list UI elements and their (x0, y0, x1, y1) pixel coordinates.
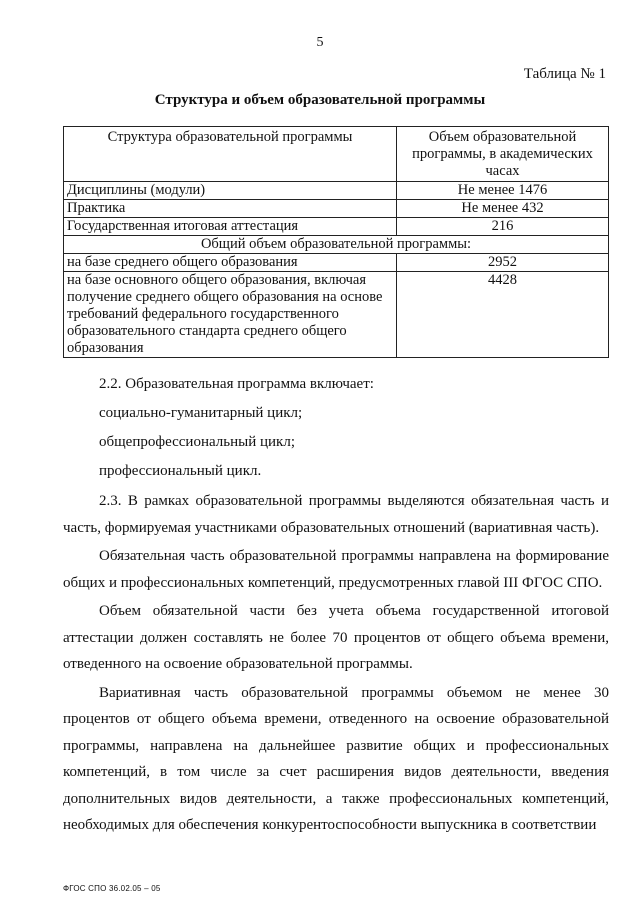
header-structure: Структура образовательной программы (64, 127, 397, 182)
row-value: Не менее 432 (397, 200, 609, 218)
table-title: Структура и объем образовательной программы (154, 92, 486, 108)
paragraph-mandatory-part: Обязательная часть образовательной программы направлена на формирование общих и профессиональных компетенций, предусмотренных главой III ФГОС СПО. (63, 548, 609, 591)
footer-document-code: ФГОС СПО 36.02.05 – 05 (63, 884, 161, 893)
table-total-row (64, 236, 609, 254)
row-label: на базе среднего общего образования (64, 254, 397, 272)
cycle-item: общепрофессиональный цикл; (99, 434, 295, 450)
row-label: Дисциплины (модули) (64, 182, 397, 200)
body-text (63, 370, 609, 839)
row-label: Государственная итоговая аттестация (64, 218, 397, 236)
row-label: на базе основного общего образования, включая получение среднего общего образования на основе требований федерального государственного образовательного стандарта среднего общего образования (64, 272, 397, 358)
table-row (64, 182, 609, 200)
cycle-item: социально-гуманитарный цикл; (99, 405, 303, 421)
row-value: 216 (397, 218, 609, 236)
program-cycles-list (63, 370, 609, 486)
page-number: 5 (316, 35, 324, 50)
item-2-2: 2.2. Образовательная программа включает: (99, 376, 374, 392)
cycle-item: профессиональный цикл. (99, 463, 262, 479)
total-label: Общий объем образовательной программы: (64, 236, 609, 254)
header-volume: Объем образовательной программы, в академических часах (397, 127, 609, 182)
table-row (64, 200, 609, 218)
table-row (64, 272, 609, 358)
paragraph-variative-part: Вариативная часть образовательной программы объемом не менее 30 процентов от общего объема времени, отведенного на освоение образовательной программы, направлена на дальнейшее развитие общих и профессиональных компетенций, в том числе за счет расширения видов деятельности, введения дополнительных видов деятельности, а также профессиональных компетенций, необходимых для обеспечения конкурентоспособности выпускника в соответствии (63, 684, 609, 833)
paragraph-mandatory-volume: Объем обязательной части без учета объема государственной итоговой аттестации должен составлять не более 70 процентов от общего объема времени, отведенного на освоение образовательной программы. (63, 603, 609, 672)
row-label: Практика (64, 200, 397, 218)
table-row (64, 218, 609, 236)
row-value: 4428 (397, 272, 609, 358)
table-row (64, 254, 609, 272)
row-value: 2952 (397, 254, 609, 272)
program-structure-table (63, 126, 609, 358)
row-value: Не менее 1476 (397, 182, 609, 200)
table-header-row (64, 127, 609, 182)
item-2-3: 2.3. В рамках образовательной программы выделяются обязательная часть и часть, формируемая участниками образовательных отношений (вариативная часть). (63, 493, 609, 536)
table-label: Таблица № 1 (523, 66, 606, 82)
